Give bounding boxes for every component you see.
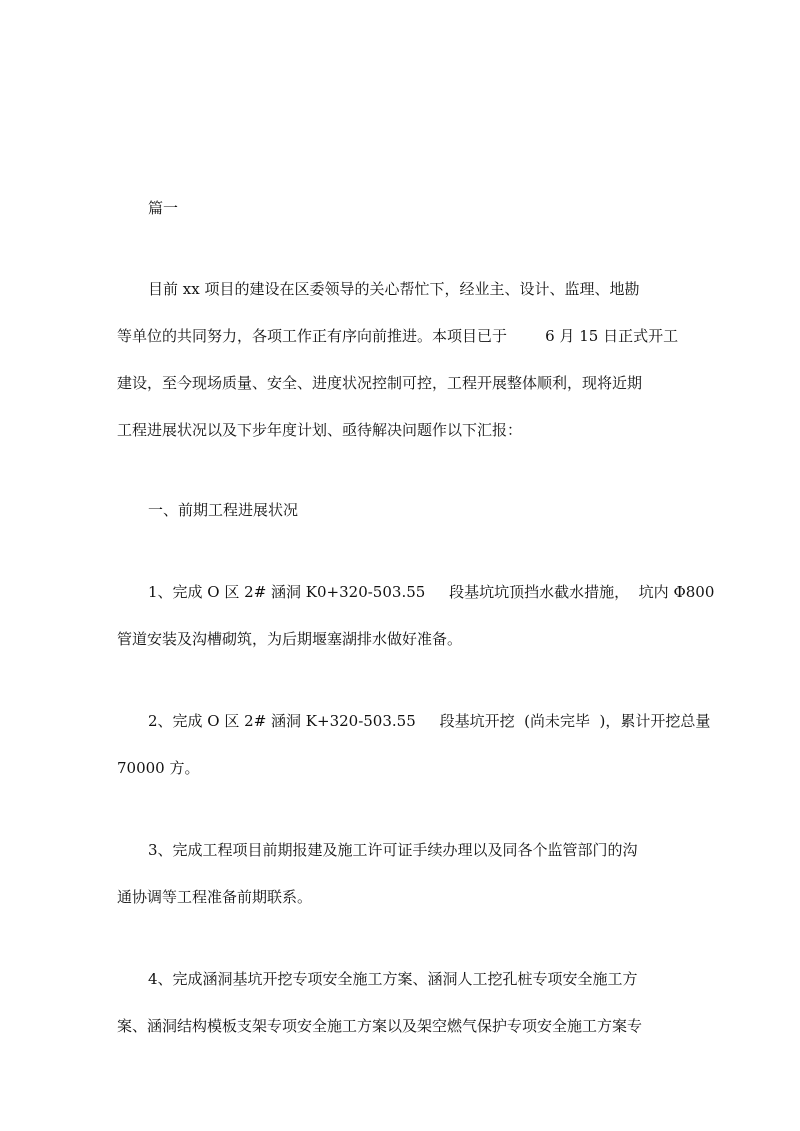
item-1-line-1: 1、完成 O 区 2# 涵洞 K0+320-503.55 段基坑坑顶挡水截水措施， 坑内 Φ800 [148, 583, 715, 601]
item-3-line-1: 3、完成工程项目前期报建及施工许可证手续办理以及同各个监管部门的沟 [148, 841, 638, 859]
item-4-line-1: 4、完成涵洞基坑开挖专项安全施工方案、涵洞人工挖孔桩专项安全施工方 [148, 970, 638, 988]
intro-line-1: 目前 xx 项目的建设在区委领导的关心帮忙下，经业主、设计、监理、地勘 [148, 280, 640, 298]
intro-line-3: 建设，至今现场质量、安全、进度状况控制可控，工程开展整体顺利，现将近期 [117, 374, 643, 392]
intro-line-2: 等单位的共同努力，各项工作正有序向前推进。本项目已于 6 月 15 日正式开工 [117, 327, 679, 345]
item-2-line-2: 70000 方。 [117, 759, 200, 777]
section-title: 一、前期工程进展状况 [148, 501, 299, 519]
item-2-line-1: 2、完成 O 区 2# 涵洞 K+320-503.55 段基坑开挖 (尚未完毕 )，累计开挖总量 [148, 712, 711, 730]
intro-line-4: 工程进展状况以及下步年度计划、亟待解决问题作以下汇报： [117, 421, 523, 439]
item-3-line-2: 通协调等工程准备前期联系。 [117, 888, 313, 906]
item-4-line-2: 案、涵洞结构模板支架专项安全施工方案以及架空燃气保护专项安全施工方案专 [117, 1017, 643, 1035]
item-1-line-2: 管道安装及沟槽砌筑，为后期堰塞湖排水做好准备。 [117, 630, 463, 648]
document-heading: 篇一 [148, 199, 179, 217]
